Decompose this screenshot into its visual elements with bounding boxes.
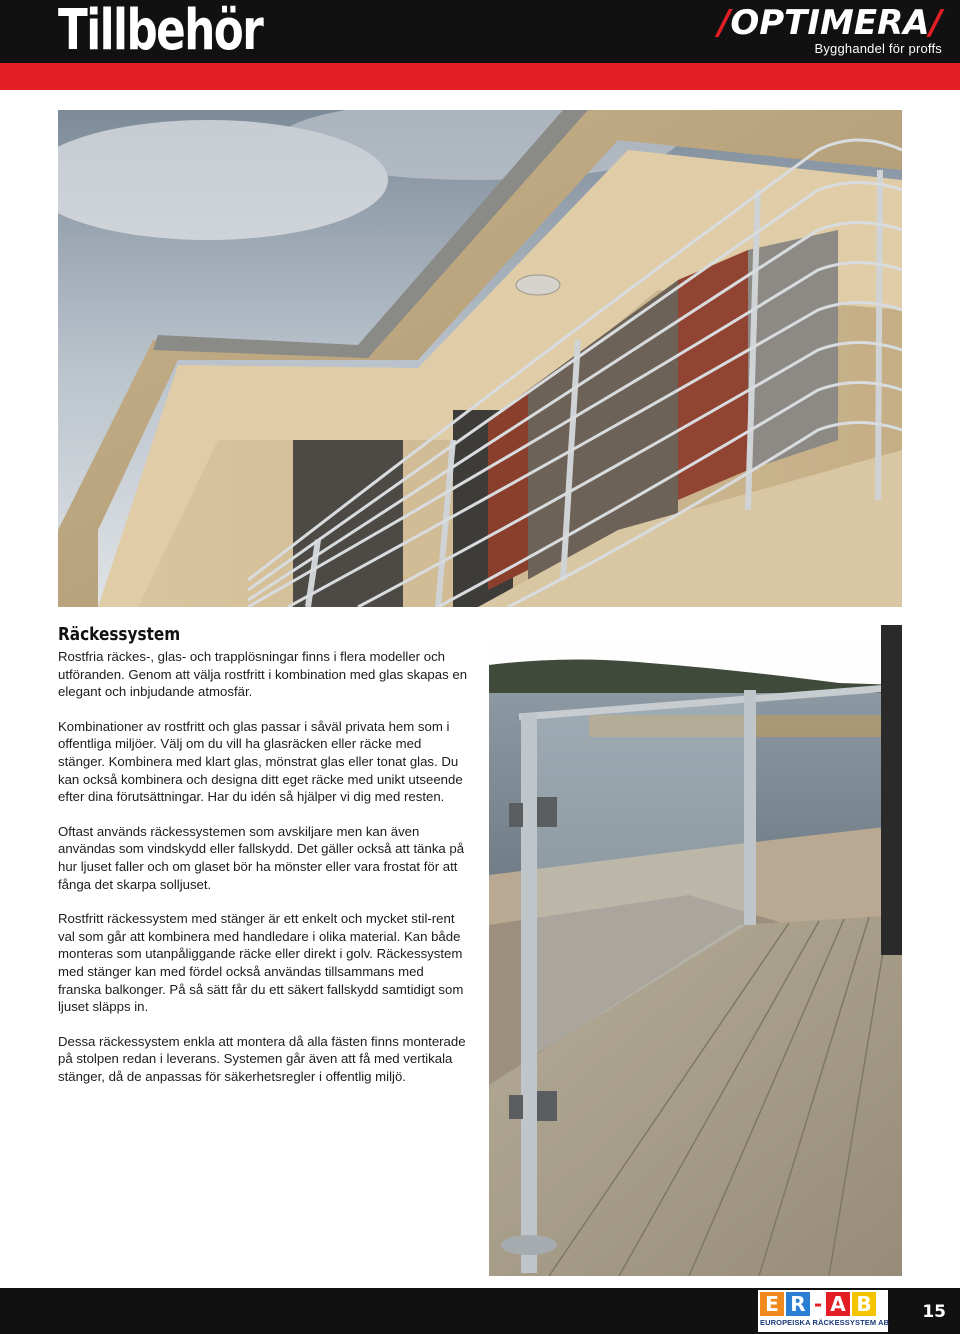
article-body: [58, 624, 470, 1102]
paragraph-mounting: Dessa räckessystem enkla att montera då alla fästen finns monterade på stolpen redan i leverans. Systemen går även att få med vertikala stänger, då de anpassas för säkerhetsregler i offentlig miljö.: [58, 1033, 466, 1084]
erab-subtitle: EUROPEISKA RÄCKESSYSTEM AB: [760, 1318, 890, 1327]
page-header: [0, 0, 960, 63]
section-heading: Räckessystem: [58, 624, 181, 645]
erab-letter-r: R: [786, 1292, 810, 1316]
balcony-photo: [58, 110, 902, 607]
erab-letter-e: E: [760, 1292, 784, 1316]
page-number: 15: [922, 1302, 946, 1322]
erab-logo: [758, 1290, 888, 1332]
paragraph-intro: Rostfria räckes-, glas- och trapplösningar finns i flera modeller och utföranden. Genom att välja rostfritt i kombination med glas skapas en elegant och inbjudande atmosfär.: [58, 649, 468, 700]
glass-railing-photo: [489, 625, 902, 1276]
paragraph-usage: Oftast används räckessystemen som avskiljare men kan även användas som vindskydd eller fallskydd. Det gäller också att tänka på hur ljuset faller och om glaset bör ha mönster eller vara frostat för att fånga det skarpa solljuset.: [58, 823, 465, 892]
erab-dash: -: [813, 1292, 823, 1316]
brand-name: /OPTIMERA/: [717, 3, 942, 43]
brand-name-text: OPTIMERA: [730, 3, 930, 43]
brand-tagline: Bygghandel för proffs: [814, 41, 942, 56]
page-title: Tillbehör: [58, 0, 263, 63]
erab-letter-b: B: [852, 1292, 876, 1316]
paragraph-bars: Rostfritt räckessystem med stänger är ett enkelt och mycket stil-rent val som går att kombinera med handledare i olika material. Kan både monteras som utanpåliggande räcke eller direkt i golv. Räckessystem med stänger kan med fördel också användas tillsammans med franska balkonger. På så sätt får du ett säkert fallskydd samtidigt som ljuset släpps in.: [58, 911, 464, 1015]
header-accent-band: [0, 63, 960, 90]
paragraph-combinations: Kombinationer av rostfritt och glas passar i såväl privata hem som i offentliga miljöer. Välj om du vill ha glasräcken eller räcke med stänger. Kombinera med klart glas, mönstrat glas eller tonat glas. Du kan också kombinera och designa ditt eget räcke med unikt utseende efter dina förutsättningar. Har du idén så hjälper vi dig med resten.: [58, 718, 463, 805]
erab-letter-a: A: [826, 1292, 850, 1316]
brand-logo: [717, 3, 942, 56]
